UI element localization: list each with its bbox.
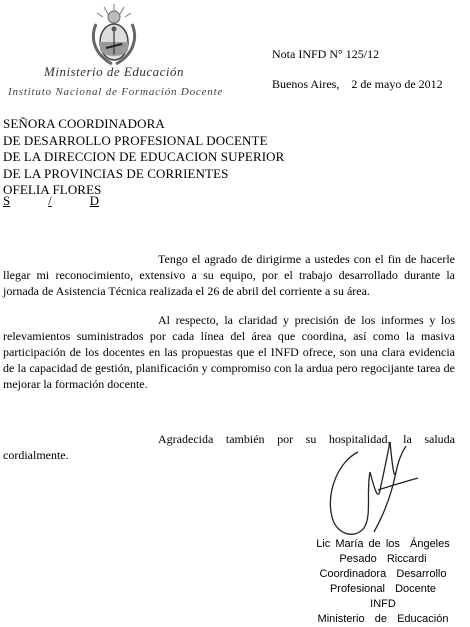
handwritten-signature-icon — [318, 432, 428, 547]
body-paragraph: Agradecida también por su hospitalidad, la saluda cordialmente. — [3, 432, 455, 462]
recipient-line: DE DESARROLLO PROFESIONAL DOCENTE — [3, 132, 268, 148]
note-number: Nota INFD N° 125/12 — [272, 47, 380, 61]
sd-slash: / — [48, 193, 52, 208]
signer-line: Profesional Docente — [329, 583, 437, 595]
recipient-line: DE LA PROVINCIAS DE CORRIENTES — [3, 165, 229, 181]
institute-name: Instituto Nacional de Formación Docente — [8, 86, 224, 98]
body-paragraph: Al respecto, la claridad y precisión de los informes y los relevamientos suministrados por cada línea del área que coordina, así como la masiva participación de los docentes en las propuestas que el INFD ofrece, son una clara evidencia de la capacidad de gestión, planificación y compromiso con la ardua pero regocijante tarea de mejorar la formación docente. — [3, 313, 455, 391]
recipient-line: OFELIA FLORES — [3, 182, 102, 197]
signature-block — [298, 537, 468, 627]
signer-line: Lic María de los Ángeles — [316, 538, 450, 550]
sd-letter: S — [3, 193, 11, 208]
letter-date: Buenos Aires, 2 de mayo de 2012 — [272, 77, 443, 91]
signer-line: Pesado Riccardi — [339, 553, 427, 565]
signer-line: INFD — [370, 598, 396, 610]
body-paragraph: Tengo el agrado de dirigirme a ustedes con el fin de hacerle llegar mi reconocimiento, extensivo a su equipo, por el trabajo desarrollado durante la jornada de Asistencia Técnica realizada el 26 de abril del corriente a su área. — [3, 252, 455, 298]
national-seal-icon — [88, 2, 140, 68]
signer-line: Ministerio de Educación — [317, 613, 449, 625]
sd-line — [3, 193, 99, 209]
recipient-line: SEÑORA COORDINADORA — [3, 116, 165, 131]
ministry-name: Ministerio de Educación — [44, 64, 185, 79]
sd-letter: D — [89, 193, 99, 208]
recipient-line: DE LA DIRECCION DE EDUCACION SUPERIOR — [3, 149, 285, 164]
recipient-block — [3, 116, 284, 199]
signer-line: Coordinadora Desarrollo — [319, 568, 447, 580]
